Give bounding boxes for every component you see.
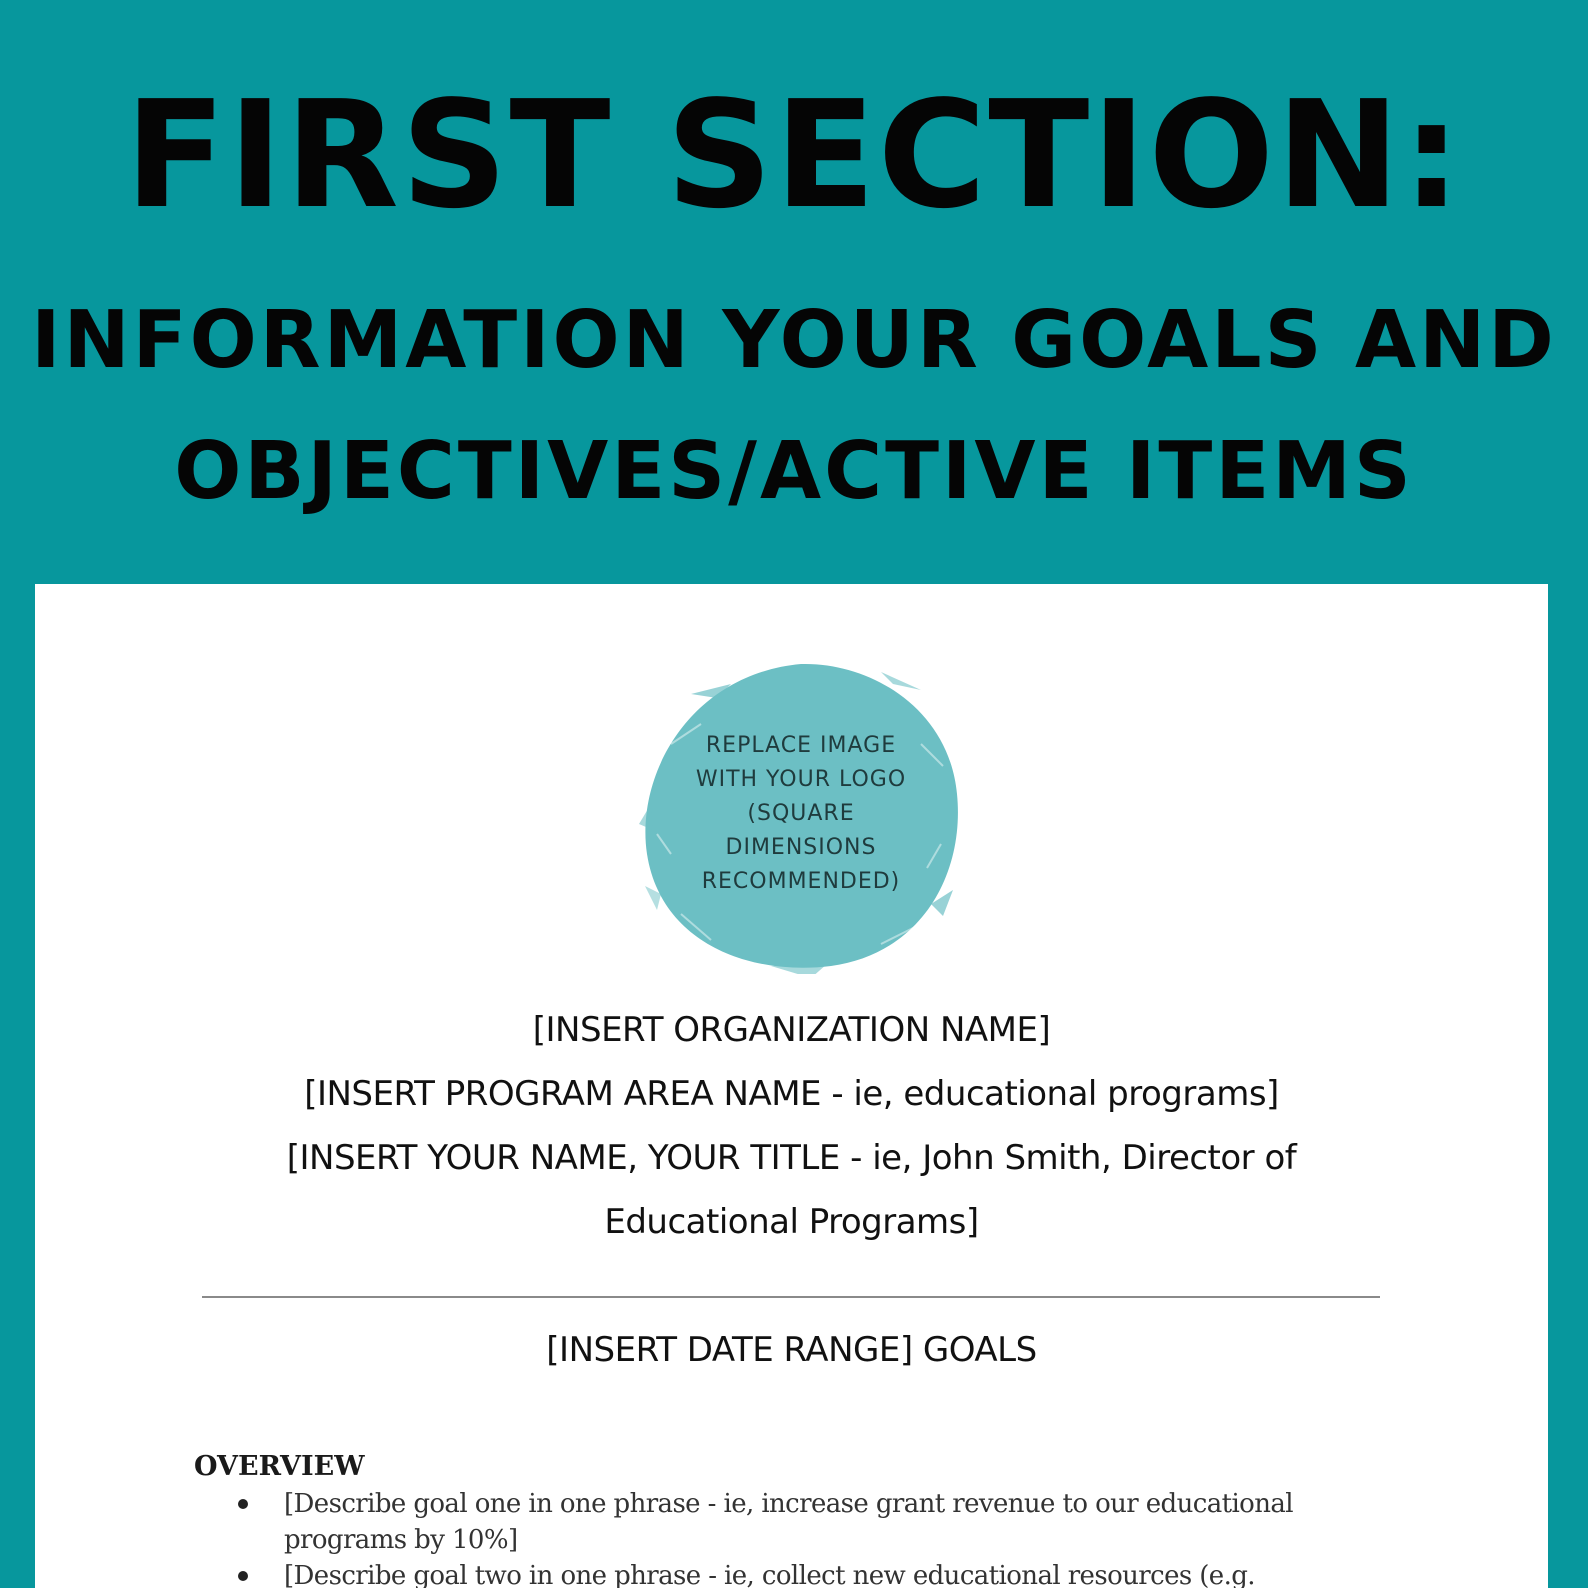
banner: [0, 0, 1588, 584]
list-item: [194, 1486, 1394, 1558]
logo-placeholder[interactable]: [631, 654, 971, 974]
banner-subtitle-line-2: OBJECTIVES/ACTIVE ITEMS: [174, 425, 1414, 517]
goals-title: [INSERT DATE RANGE] GOALS: [546, 1330, 1037, 1370]
bullet-icon: [238, 1571, 248, 1581]
overview-heading: OVERVIEW: [194, 1451, 365, 1482]
logo-placeholder-text: REPLACE IMAGE WITH YOUR LOGO (SQUARE DIMENSIONS RECOMMENDED): [695, 733, 907, 894]
banner-subtitle-line-1: INFORMATION YOUR GOALS AND: [31, 294, 1557, 386]
goal-text: [Describe goal two in one phrase - ie, collect new educational resources (e.g.: [284, 1561, 1255, 1588]
goal-list: [194, 1486, 1394, 1588]
banner-title: FIRST SECTION:: [124, 69, 1464, 241]
document-preview: [35, 584, 1548, 1588]
horizontal-divider: [202, 1296, 1380, 1298]
author-name-title: [INSERT YOUR NAME, YOUR TITLE - ie, John Smith, Director of Educational Programs]: [286, 1138, 1297, 1242]
program-area-name: [INSERT PROGRAM AREA NAME - ie, educational programs]: [304, 1074, 1279, 1114]
goal-text: [Describe goal one in one phrase - ie, increase grant revenue to our educational programs by 10%]: [284, 1489, 1293, 1555]
list-item: [194, 1558, 1394, 1588]
document-header: [35, 998, 1548, 1254]
organization-name: [INSERT ORGANIZATION NAME]: [532, 1010, 1051, 1050]
bullet-icon: [238, 1499, 248, 1509]
